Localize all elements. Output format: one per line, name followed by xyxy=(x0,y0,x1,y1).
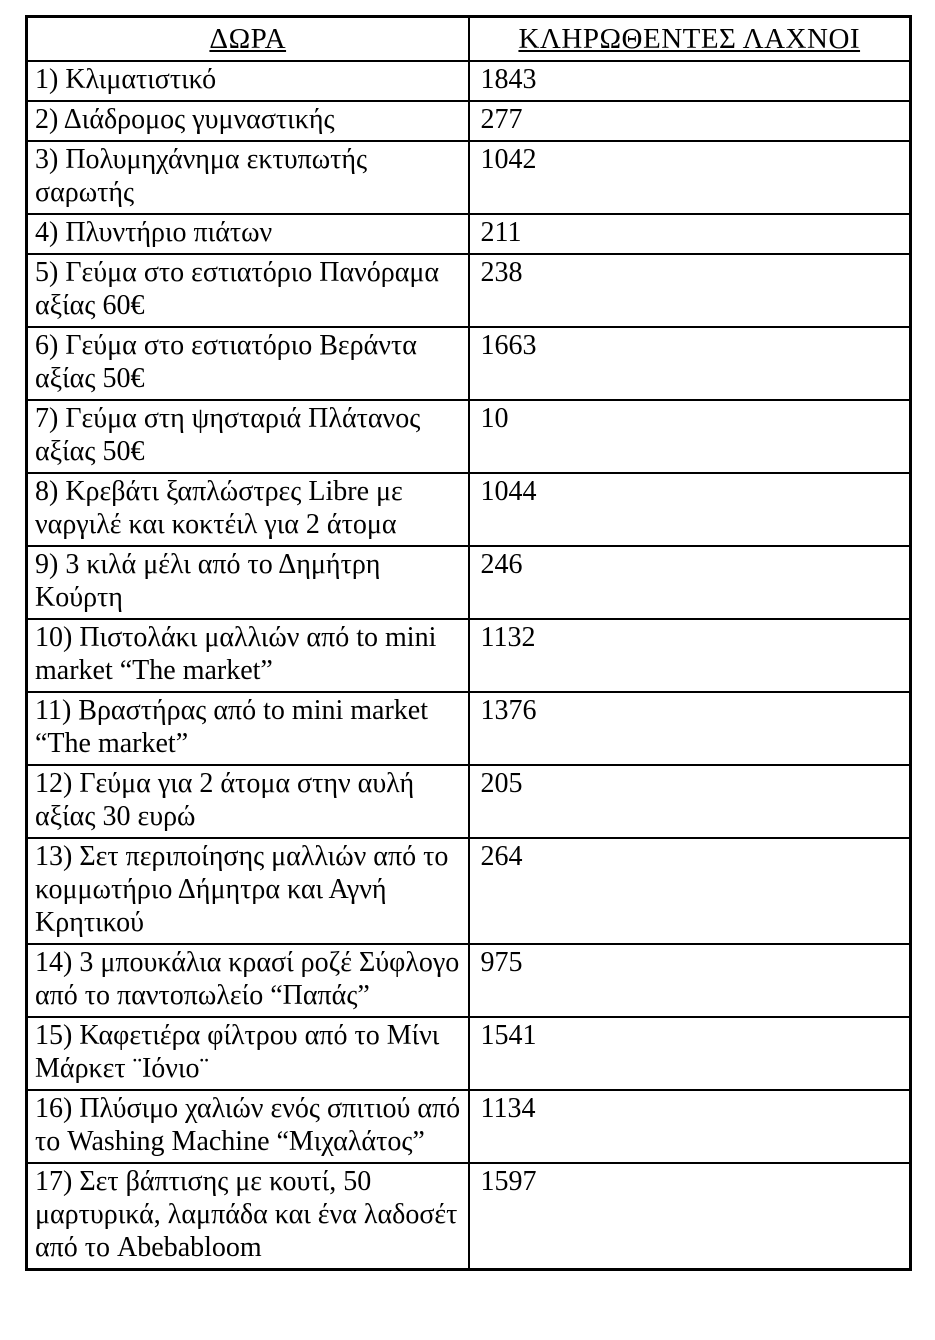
table-row xyxy=(27,765,911,838)
number-cell: 211 xyxy=(469,214,911,254)
prize-cell: 13) Σετ περιποίησης μαλλιών από το κομμωτήριο Δήμητρα και Αγνή Κρητικού xyxy=(27,838,469,944)
table-row xyxy=(27,1090,911,1163)
number-cell: 1044 xyxy=(469,473,911,546)
number-cell: 238 xyxy=(469,254,911,327)
prize-cell: 9) 3 κιλά μέλι από το Δημήτρη Κούρτη xyxy=(27,546,469,619)
prize-cell: 4) Πλυντήριο πιάτων xyxy=(27,214,469,254)
prize-cell: 6) Γεύμα στο εστιατόριο Βεράντα αξίας 50€ xyxy=(27,327,469,400)
table-row xyxy=(27,327,911,400)
table-row xyxy=(27,61,911,101)
number-cell: 1132 xyxy=(469,619,911,692)
number-cell: 264 xyxy=(469,838,911,944)
header-drawn-numbers: ΚΛΗΡΩΘΕΝΤΕΣ ΛΑΧΝΟΙ xyxy=(469,17,911,62)
number-cell: 205 xyxy=(469,765,911,838)
number-cell: 1134 xyxy=(469,1090,911,1163)
number-cell: 1843 xyxy=(469,61,911,101)
table-row xyxy=(27,1017,911,1090)
header-prizes: ΔΩΡΑ xyxy=(27,17,469,62)
table-row xyxy=(27,141,911,214)
prize-cell: 8) Κρεβάτι ξαπλώστρες Libre με ναργιλέ και κοκτέιλ για 2 άτομα xyxy=(27,473,469,546)
number-cell: 246 xyxy=(469,546,911,619)
number-cell: 975 xyxy=(469,944,911,1017)
table-row xyxy=(27,214,911,254)
prize-cell: 5) Γεύμα στο εστιατόριο Πανόραμα αξίας 60€ xyxy=(27,254,469,327)
table-row xyxy=(27,838,911,944)
table-header-row xyxy=(27,17,911,62)
prize-cell: 15) Καφετιέρα φίλτρου από το Μίνι Μάρκετ ¨Ιόνιο¨ xyxy=(27,1017,469,1090)
prize-cell: 16) Πλύσιμο χαλιών ενός σπιτιού από το Washing Machine “Μιχαλάτος” xyxy=(27,1090,469,1163)
prize-cell: 12) Γεύμα για 2 άτομα στην αυλή αξίας 30 ευρώ xyxy=(27,765,469,838)
prize-cell: 14) 3 μπουκάλια κρασί ροζέ Σύφλογο από το παντοπωλείο “Παπάς” xyxy=(27,944,469,1017)
number-cell: 1663 xyxy=(469,327,911,400)
number-cell: 1042 xyxy=(469,141,911,214)
number-cell: 277 xyxy=(469,101,911,141)
table-row xyxy=(27,944,911,1017)
prize-cell: 10) Πιστολάκι μαλλιών από to mini market “The market” xyxy=(27,619,469,692)
table-row xyxy=(27,101,911,141)
prize-cell: 2) Διάδρομος γυμναστικής xyxy=(27,101,469,141)
prize-cell: 11) Βραστήρας από to mini market “The market” xyxy=(27,692,469,765)
number-cell: 1541 xyxy=(469,1017,911,1090)
document-page xyxy=(25,15,912,1271)
number-cell: 10 xyxy=(469,400,911,473)
table-row xyxy=(27,473,911,546)
table-row xyxy=(27,546,911,619)
number-cell: 1597 xyxy=(469,1163,911,1270)
table-row xyxy=(27,1163,911,1270)
prize-cell: 7) Γεύμα στη ψησταριά Πλάτανος αξίας 50€ xyxy=(27,400,469,473)
prize-cell: 17) Σετ βάπτισης με κουτί, 50 μαρτυρικά, λαμπάδα και ένα λαδοσέτ από το Abebabloom xyxy=(27,1163,469,1270)
prize-cell: 1) Κλιματιστικό xyxy=(27,61,469,101)
table-row xyxy=(27,619,911,692)
table-row xyxy=(27,692,911,765)
table-row xyxy=(27,254,911,327)
prizes-table xyxy=(25,15,912,1271)
table-row xyxy=(27,400,911,473)
prize-cell: 3) Πολυμηχάνημα εκτυπωτής σαρωτής xyxy=(27,141,469,214)
number-cell: 1376 xyxy=(469,692,911,765)
